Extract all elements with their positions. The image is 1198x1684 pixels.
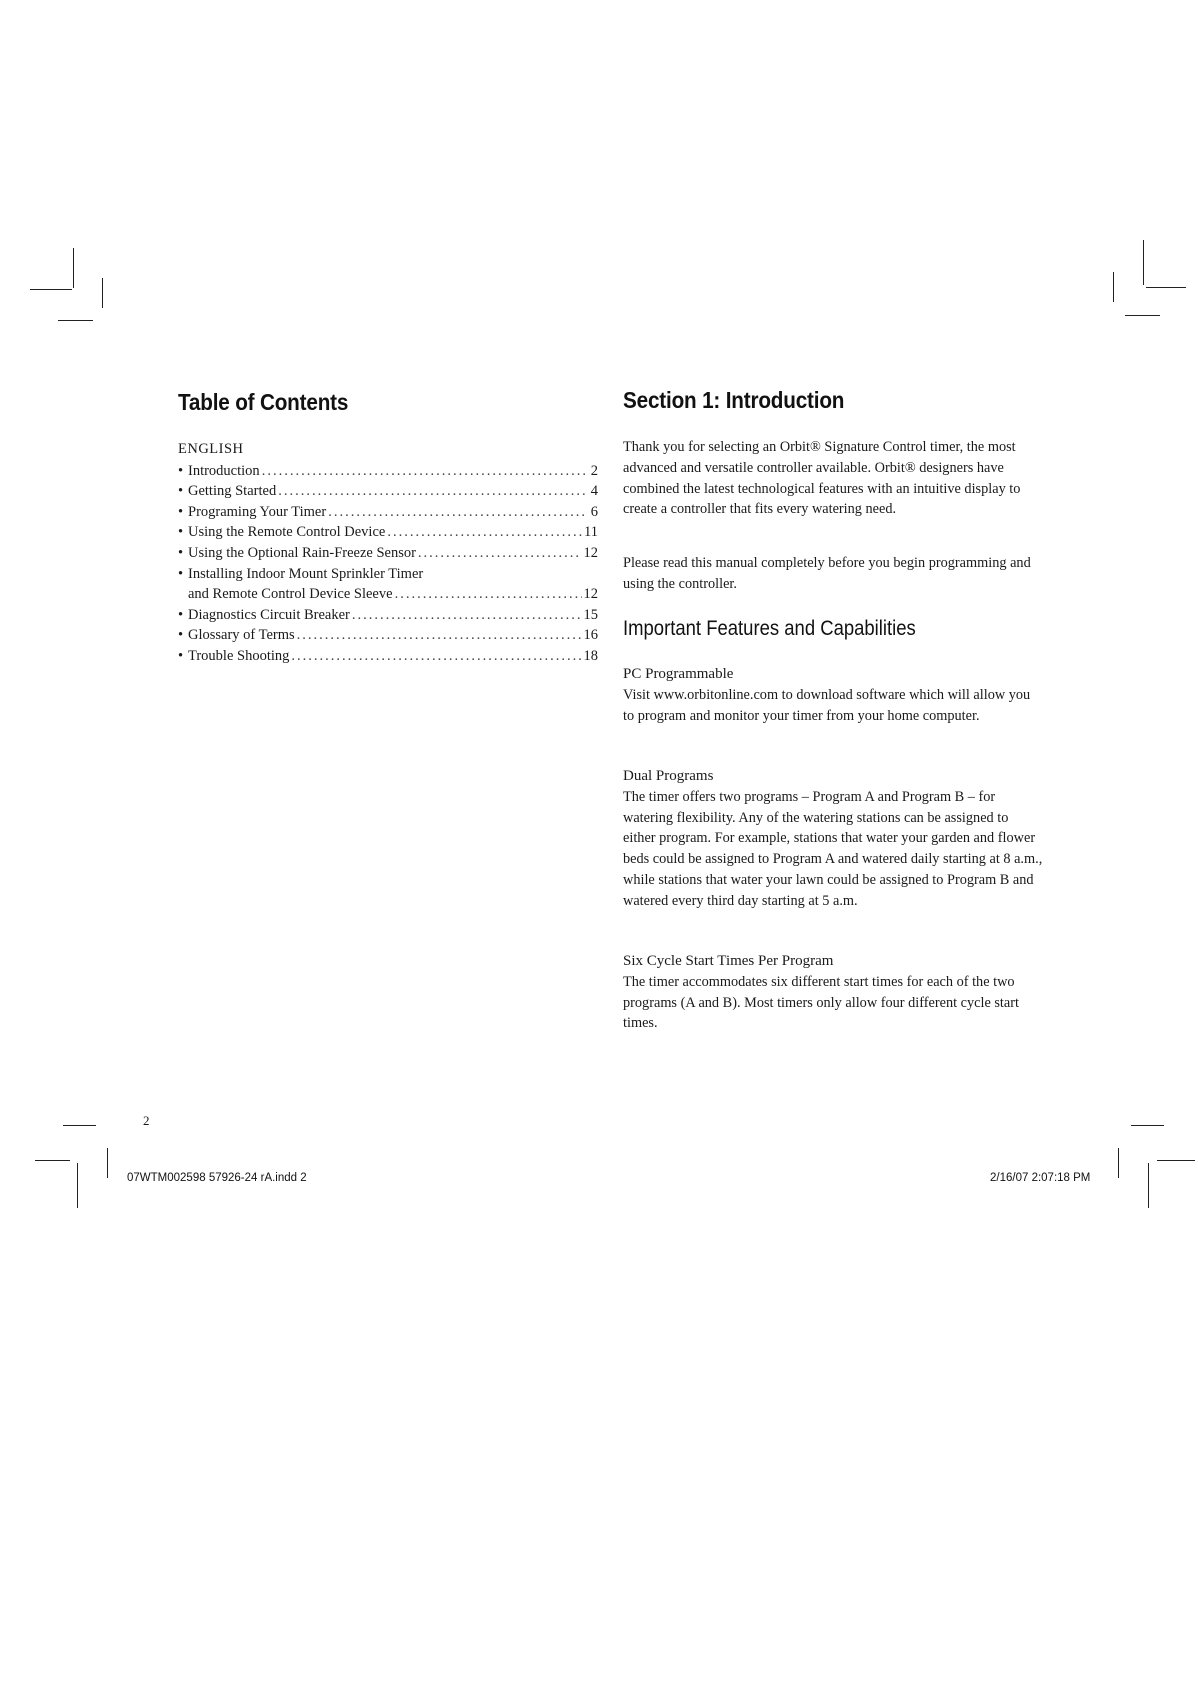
toc-entry-label: and Remote Control Device Sleeve [188, 586, 393, 603]
toc-entry[interactable]: • Using the Remote Control Device ..... 11 [178, 522, 598, 543]
toc-entry[interactable]: • Introduction ..... 2 [178, 461, 598, 482]
feature-body: The timer offers two programs – Program A and Program B – for watering flexibility. Any of the watering stations can be assigned to either program. For example, stations that water your garden and flower beds could be assigned to Program A and watered daily starting at 8 a.m., while stations that water your lawn could be assigned to Program B and watered every third day starting at 5 a.m. [623, 788, 1043, 909]
leader-dots [387, 522, 582, 543]
features-title: Important Features and Capabilities [623, 617, 916, 640]
toc-entry[interactable]: • Glossary of Terms ..... 16 [178, 625, 598, 646]
toc-entry[interactable]: • Installing Indoor Mount Sprinkler Timer [178, 564, 598, 585]
toc-entry[interactable]: • Getting Started ..... 4 [178, 481, 598, 502]
toc-entry-page: 4 [590, 483, 598, 500]
leader-dots [395, 584, 582, 605]
toc-entry-label: Installing Indoor Mount Sprinkler Timer [188, 565, 424, 582]
toc-entry[interactable]: • Using the Optional Rain-Freeze Sensor ..... 12 [178, 543, 598, 564]
print-slug-timestamp: 2/16/07 2:07:18 PM [990, 1172, 1091, 1184]
leader-dots [291, 646, 581, 667]
feature-dual-programs [623, 766, 1043, 912]
leader-dots [278, 481, 586, 502]
toc-entry-page: 12 [583, 544, 598, 561]
toc-entry-label: Diagnostics Circuit Breaker [188, 606, 350, 623]
section-title: Section 1: Introduction [623, 387, 845, 413]
toc-entry-label: Getting Started [188, 483, 277, 500]
leader-dots [352, 605, 582, 626]
table-of-contents [178, 439, 598, 667]
feature-body: The timer accommodates six different start times for each of the two programs (A and B). Most timers only allow four different cycle start times. [623, 973, 1019, 1032]
toc-entry-page: 15 [583, 606, 598, 623]
toc-entry-page: 18 [583, 647, 598, 664]
feature-title: Dual Programs [623, 768, 714, 784]
feature-title: Six Cycle Start Times Per Program [623, 953, 834, 969]
toc-language: ENGLISH [178, 441, 244, 457]
toc-entry-page: 6 [590, 503, 598, 520]
feature-pc-programmable [623, 664, 1043, 726]
toc-entry-label: Introduction [188, 462, 260, 479]
toc-entry-continuation[interactable] [178, 584, 598, 605]
feature-six-cycle-start-times [623, 951, 1043, 1034]
toc-entry-page: 16 [583, 627, 598, 644]
feature-body: Visit www.orbitonline.com to download software which will allow you to program and monitor your timer from your home computer. [623, 686, 1031, 724]
page-number: 2 [143, 1113, 150, 1128]
toc-entry-label: Glossary of Terms [188, 627, 295, 644]
toc-entry[interactable]: • Programing Your Timer ..... 6 [178, 502, 598, 523]
leader-dots [328, 502, 586, 523]
intro-instruction: Please read this manual completely before you begin programming and using the controller. [623, 555, 1031, 592]
toc-entry-label: Using the Remote Control Device [188, 524, 386, 541]
toc-entry-label: Trouble Shooting [188, 647, 290, 664]
toc-entry-label: Using the Optional Rain-Freeze Sensor [188, 544, 416, 561]
toc-entry[interactable]: • Trouble Shooting ..... 18 [178, 646, 598, 667]
leader-dots [418, 543, 582, 564]
toc-entry[interactable]: • Diagnostics Circuit Breaker ..... 15 [178, 605, 598, 626]
intro-paragraph: Thank you for selecting an Orbit® Signature Control timer, the most advanced and versatile controller available. Orbit® designers have combined the latest technological features with an intuitive display to create a controller that fits every watering need. [623, 439, 1021, 518]
toc-entry-page: 11 [584, 524, 598, 541]
toc-entry-label: Programing Your Timer [188, 503, 327, 520]
toc-entry-page: 12 [583, 586, 598, 603]
leader-dots [297, 625, 582, 646]
print-slug-filename: 07WTM002598 57926-24 rA.indd 2 [127, 1172, 307, 1184]
toc-title: Table of Contents [178, 389, 349, 415]
feature-title: PC Programmable [623, 666, 734, 682]
toc-entry-page: 2 [590, 462, 598, 479]
leader-dots [262, 461, 586, 482]
